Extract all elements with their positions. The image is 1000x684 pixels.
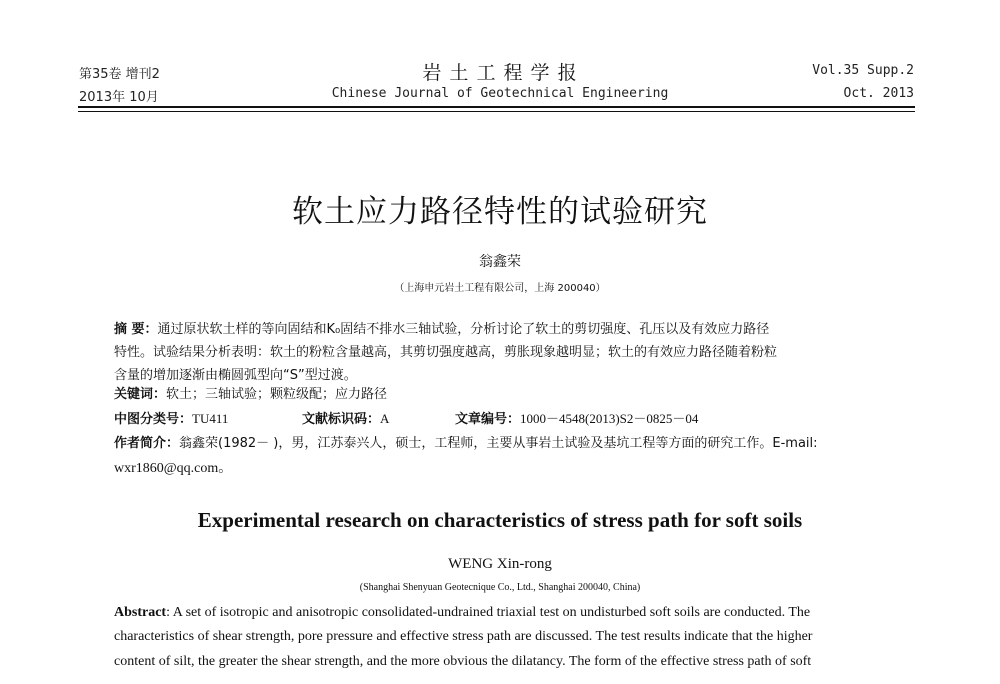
abstract-english-line-1 [114,605,810,621]
article-number-label: 文章编号： [455,412,521,427]
abstract-chinese-line-2: 特性。试验结果分析表明：软土的粉粒含量越高，其剪切强度越高，剪胀现象越明显；软土的有效应力路径随着粉粒 [114,345,778,360]
abstract-english-text-1: : A set of isotropic and anisotropic consolidated-undrained triaxial test on undisturbed soft soils are conducted. The [166,605,811,620]
abstract-english-label: Abstract [114,605,167,620]
author-bio-line-1 [114,432,818,451]
keywords-chinese-text: 软土；三轴试验；颗粒级配；应力路径 [166,387,388,402]
author-bio-text-1: 翁鑫荣(1982－ )，男，江苏泰兴人，硕士，工程师，主要从事岩土试验及基坑工程等方面的研究工作。E-mail: [179,436,818,451]
volume-english: Vol.35 Supp.2 [812,63,914,78]
abstract-english-line-3: content of silt, the greater the shear strength, and the more obvious the dilatancy. The form of the effective stress path of soft [114,654,812,669]
paper-title-english: Experimental research on characteristics of stress path for soft soils [197,508,803,532]
document-code-value: A [380,411,390,426]
keywords-chinese-label: 关键词： [114,387,167,402]
date-english: Oct. 2013 [843,86,914,101]
article-number-value: 1000－4548(2013)S2－0825－04 [520,411,699,426]
journal-name-english: Chinese Journal of Geotechnical Engineering [331,86,669,101]
author-bio-line-2: wxr1860@qq.com。 [114,461,233,476]
clc-value: TU411 [192,411,229,426]
keywords-chinese [114,383,387,402]
paper-title-chinese: 软土应力路径特性的试验研究 [292,194,708,230]
article-number [455,408,698,427]
header-rule-thick [78,106,915,108]
clc-number [114,408,228,427]
author-chinese: 翁鑫荣 [479,254,521,270]
document-code-label: 文献标识码： [302,412,381,427]
affiliation-chinese: （上海申元岩土工程有限公司，上海 200040） [394,283,606,294]
volume-issue: 第35卷 增刊2 [79,67,160,82]
header-rule-thin [78,111,915,112]
author-english: WENG Xin-rong [448,556,552,572]
journal-name: 岩 土 工 程 学 报 [422,62,578,84]
abstract-chinese-line-3: 含量的增加逐渐由椭圆弧型向“S”型过渡。 [114,368,357,383]
publication-date: 2013年 10月 [79,90,159,105]
clc-label: 中图分类号： [114,412,193,427]
affiliation-english: (Shanghai Shenyuan Geotecnique Co., Ltd., Shanghai 200040, China) [359,582,641,593]
author-bio-label: 作者简介： [114,436,180,451]
abstract-chinese-line-1 [114,318,769,337]
abstract-chinese-text-1: 通过原状软土样的等向固结和K₀固结不排水三轴试验，分析讨论了软土的剪切强度、孔压以及有效应力路径 [157,322,770,337]
abstract-english-line-2: characteristics of shear strength, pore pressure and effective stress path are discussed. The test results indicate that the higher [114,629,813,644]
abstract-chinese-label: 摘 要： [114,322,158,337]
document-code [302,408,389,427]
